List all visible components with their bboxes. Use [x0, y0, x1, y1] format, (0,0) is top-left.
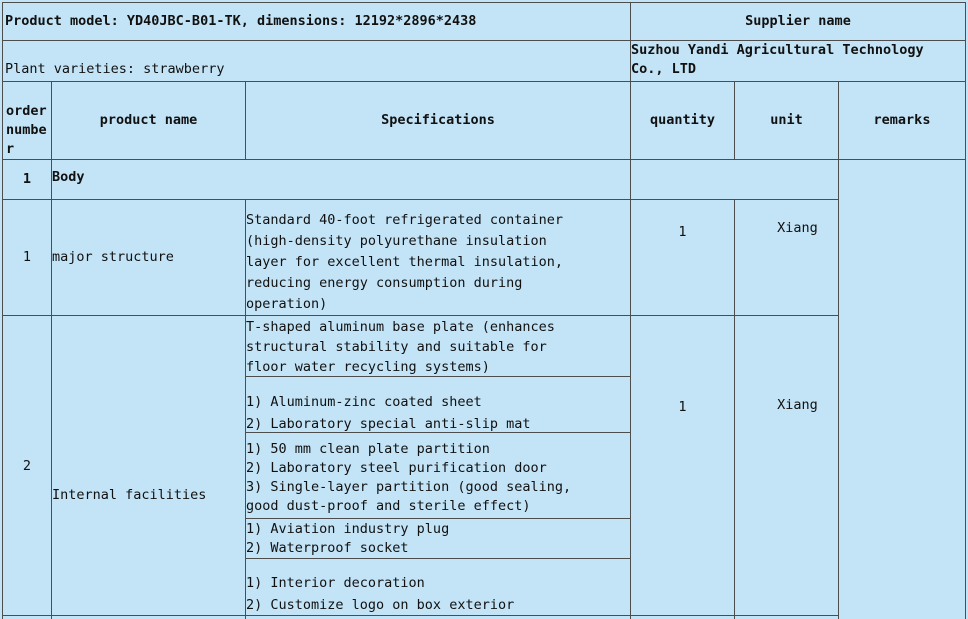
spec-group: [246, 520, 630, 558]
column-header-product-name: product name: [99, 112, 198, 128]
spec-line: T-shaped aluminum base plate (enhances: [246, 319, 555, 335]
spec-line: operation): [246, 296, 328, 312]
spec-line: 2) Laboratory steel purification door: [246, 460, 547, 476]
spec-line: 1) Aluminum-zinc coated sheet: [246, 394, 482, 410]
table-row-specification: [246, 210, 630, 315]
table-row-unit: Xiang: [777, 220, 818, 236]
spec-line: good dust-proof and sterile effect): [246, 498, 531, 514]
spec-group: [246, 440, 630, 518]
table-row-unit: Xiang: [777, 397, 818, 413]
supplier-label-cell: Supplier name: [745, 13, 851, 29]
column-header-specifications: Specifications: [381, 112, 495, 128]
spec-group: [246, 317, 630, 376]
spec-line: floor water recycling systems): [246, 359, 490, 375]
supplier-name-line: Suzhou Yandi Agricultural Technology: [631, 42, 924, 58]
spec-group: [246, 572, 630, 615]
table-row-quantity: 1: [678, 399, 687, 415]
spec-line: reducing energy consumption during: [246, 275, 523, 291]
spec-line: (high-density polyurethane insulation: [246, 233, 547, 249]
column-header-order: [6, 102, 52, 159]
spec-line: structural stability and suitable for: [246, 339, 547, 355]
spec-line: Standard 40-foot refrigerated container: [246, 212, 563, 228]
plant-varieties-cell: Plant varieties: strawberry: [5, 61, 225, 77]
table-row-quantity: 1: [678, 224, 687, 240]
spec-line: 3) Single-layer partition (good sealing,: [246, 479, 572, 495]
supplier-name-line: Co., LTD: [631, 61, 697, 77]
product-model-cell: Product model: YD40JBC-B01-TK, dimensions: 12192*2896*2438: [5, 13, 477, 29]
spec-line: 1) 50 mm clean plate partition: [246, 441, 490, 457]
column-header-quantity: quantity: [649, 112, 716, 128]
spec-line: 1) Aviation industry plug: [246, 521, 450, 537]
spec-line: 2) Laboratory special anti-slip mat: [246, 416, 531, 432]
table-row-product-name: Internal facilities: [52, 487, 207, 503]
column-header-unit: unit: [770, 112, 803, 128]
section-number: 1: [22, 171, 32, 187]
column-header-order-line: r: [6, 141, 15, 157]
spec-line: 2) Waterproof socket: [246, 540, 409, 556]
table-row-product-name: major structure: [52, 249, 174, 265]
spec-group: [246, 391, 630, 432]
table-row-order: 1: [22, 249, 32, 265]
spec-line: layer for excellent thermal insulation,: [246, 254, 563, 270]
spec-line: 1) Interior decoration: [246, 575, 425, 591]
section-title: Body: [52, 169, 85, 185]
column-header-order-line: numbe: [6, 122, 47, 138]
spec-line: 2) Customize logo on box exterior: [246, 597, 515, 613]
table-row-order: 2: [22, 457, 32, 474]
supplier-name-cell: [631, 41, 965, 81]
column-header-remarks: remarks: [873, 112, 931, 128]
column-header-order-line: order: [6, 103, 47, 119]
